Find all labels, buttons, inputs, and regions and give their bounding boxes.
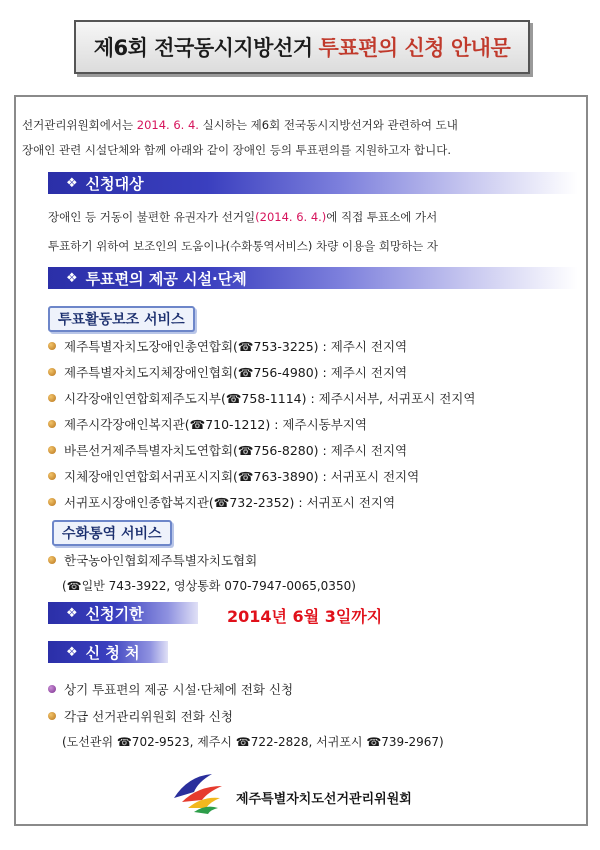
section-apply-header — [48, 641, 168, 663]
intro-paragraph — [22, 113, 582, 163]
section-target-header — [48, 172, 578, 194]
bullet-dot-icon — [48, 685, 56, 693]
page-title — [74, 20, 530, 74]
bullet-dot-icon — [48, 342, 56, 350]
title-part1: 제6회 전국동시지방선거 — [93, 36, 313, 60]
list-item-text: 지체장애인연합회서귀포시지회(☎763-3890) : 서귀포시 전지역 — [64, 469, 420, 484]
list-item-text: 바른선거제주특별자치도연합회(☎756-8280) : 제주시 전지역 — [64, 443, 408, 458]
list-item — [48, 389, 475, 407]
bullet-dot-icon — [48, 498, 56, 506]
bullet-dot-icon — [48, 420, 56, 428]
list-item — [48, 493, 395, 511]
list-item-text: 시각장애인연합회제주도지부(☎758-1114) : 제주시서부, 서귀포시 전지역 — [64, 391, 476, 406]
section-deadline-header — [48, 602, 198, 624]
list-item — [48, 707, 233, 725]
list-item-text: 서귀포시장애인종합복지관(☎732-2352) : 서귀포시 전지역 — [64, 495, 396, 510]
target-line2: 투표하기 위하여 보조인의 도움이나(수화통역서비스) 차량 이용을 희망하는 자 — [48, 239, 439, 253]
sign-language-phone: (☎일반 743-3922, 영상통화 070-7947-0065,0350) — [62, 579, 356, 593]
bullet-dot-icon — [48, 368, 56, 376]
list-item — [48, 551, 257, 569]
list-item — [48, 441, 407, 459]
target-line1 — [48, 209, 437, 225]
bullet-dot-icon — [48, 712, 56, 720]
diamond-icon: ❖ — [66, 644, 78, 660]
target-line1-date: (2014. 6. 4.) — [255, 210, 327, 224]
section-facilities-title: 투표편의 제공 시설·단체 — [85, 269, 247, 288]
intro-pre: 선거관리위원회에서는 — [22, 118, 137, 132]
section-target-title: 신청대상 — [85, 174, 144, 193]
sign-language-tag: 수화통역 서비스 — [52, 520, 172, 546]
diamond-icon: ❖ — [66, 605, 78, 621]
diamond-icon: ❖ — [66, 270, 78, 286]
diamond-icon: ❖ — [66, 175, 78, 191]
intro-line2: 장애인 관련 시설단체와 함께 아래와 같이 장애인 등의 투표편의를 지원하고자 합니다. — [22, 143, 452, 157]
organization-name: 제주특별자치도선거관리위원회 — [236, 792, 412, 807]
bullet-dot-icon — [48, 472, 56, 480]
list-item — [48, 415, 367, 433]
bullet-dot-icon — [48, 446, 56, 454]
list-item-text: 제주시각장애인복지관(☎710-1212) : 제주시동부지역 — [64, 417, 367, 432]
title-part2: 투표편의 신청 안내문 — [318, 36, 511, 60]
bullet-dot-icon — [48, 556, 56, 564]
list-item-text: 상기 투표편의 제공 시설·단체에 전화 신청 — [64, 682, 294, 697]
list-item-text: 한국농아인협회제주특별자치도협회 — [64, 553, 258, 568]
bullet-dot-icon — [48, 394, 56, 402]
list-item — [48, 363, 407, 381]
list-item-text: 제주특별자치도장애인총연합회(☎753-3225) : 제주시 전지역 — [64, 339, 408, 354]
section-deadline-title: 신청기한 — [85, 604, 144, 623]
deadline-value: 2014년 6월 3일까지 — [227, 607, 383, 626]
list-item — [48, 467, 419, 485]
list-item — [48, 337, 407, 355]
voting-support-tag: 투표활동보조 서비스 — [48, 306, 195, 332]
list-item — [48, 680, 293, 698]
intro-post: 실시하는 제6회 전국동시지방선거와 관련하여 도내 — [198, 118, 458, 132]
target-line1-post: 에 직접 투표소에 가서 — [326, 210, 438, 224]
list-item-text: 각급 선거관리위원회 전화 신청 — [64, 709, 233, 724]
intro-date: 2014. 6. 4. — [136, 118, 199, 132]
election-commission-logo-icon — [168, 768, 228, 822]
section-facilities-header — [48, 267, 578, 289]
apply-phones: (도선관위 ☎702-9523, 제주시 ☎722-2828, 서귀포시 ☎739-2967) — [62, 735, 444, 749]
target-line1-pre: 장애인 등 거동이 불편한 유권자가 선거일 — [48, 210, 256, 224]
section-apply-title: 신 청 처 — [85, 643, 140, 662]
list-item-text: 제주특별자치도지체장애인협회(☎756-4980) : 제주시 전지역 — [64, 365, 408, 380]
